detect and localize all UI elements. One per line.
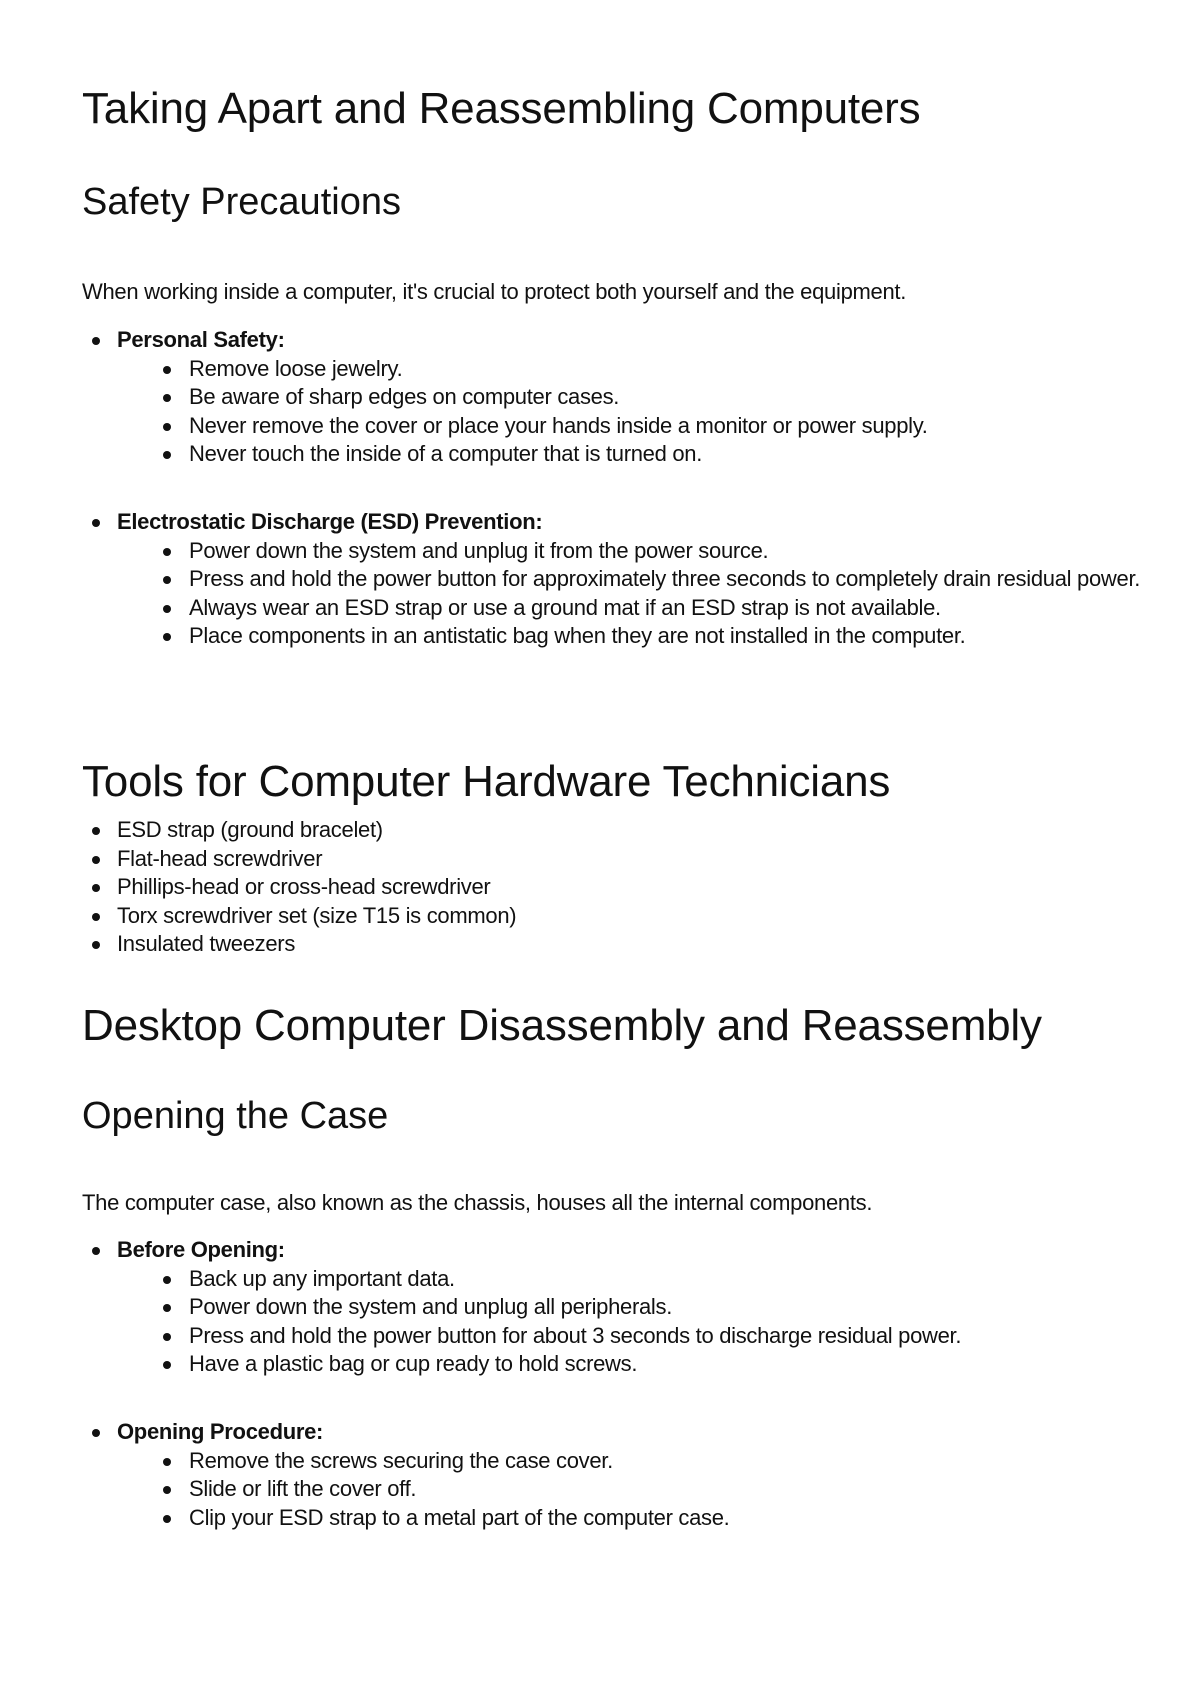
list-item — [117, 537, 1189, 566]
list-item — [117, 1322, 961, 1351]
list-item-text: Phillips-head or cross-head screwdriver — [117, 874, 491, 899]
list-item — [82, 845, 516, 874]
list-item — [82, 326, 928, 469]
bullet-icon — [92, 856, 100, 864]
sublist — [117, 537, 1189, 651]
section-heading-tools: Tools for Computer Hardware Technicians — [82, 757, 891, 806]
list-item-text: Have a plastic bag or cup ready to hold screws. — [189, 1351, 638, 1376]
safety-intro: When working inside a computer, it's crucial to protect both yourself and the equipment. — [82, 279, 907, 304]
list-item-text: Flat-head screwdriver — [117, 845, 323, 871]
opening-intro: The computer case, also known as the chassis, houses all the internal components. — [82, 1190, 873, 1215]
list-item-text: Back up any important data. — [189, 1265, 455, 1291]
bullet-icon — [163, 1361, 171, 1369]
list-item — [82, 1236, 961, 1379]
bullet-icon — [163, 1276, 171, 1284]
bullet-icon — [163, 423, 171, 431]
list-item — [117, 565, 1189, 594]
group-label-before-opening: Before Opening: — [117, 1237, 285, 1262]
list-item-text: Place components in an antistatic bag when they are not installed in the computer. — [189, 623, 966, 648]
tools-list — [82, 816, 516, 959]
list-item — [117, 1350, 961, 1379]
group-label-personal-safety: Personal Safety: — [117, 327, 285, 352]
list-item-text: Power down the system and unplug it from the power source. — [189, 537, 769, 563]
bullet-icon — [92, 1429, 100, 1437]
list-item — [117, 1447, 730, 1476]
bullet-icon — [163, 548, 171, 556]
bullet-icon — [92, 884, 100, 892]
bullet-icon — [163, 394, 171, 402]
list-item — [117, 594, 1189, 623]
bullet-icon — [92, 827, 100, 835]
list-item-text: Press and hold the power button for about 3 seconds to discharge residual power. — [189, 1322, 962, 1348]
list-item-text: Remove the screws securing the case cover. — [189, 1447, 613, 1473]
list-item-text: Press and hold the power button for approximately three seconds to completely drain residual power. — [189, 566, 1141, 591]
list-item-text: Always wear an ESD strap or use a ground mat if an ESD strap is not available. — [189, 594, 941, 620]
list-item — [117, 622, 1189, 651]
bullet-icon — [163, 633, 171, 641]
list-item — [117, 1265, 961, 1294]
list-item-text: ESD strap (ground bracelet) — [117, 817, 383, 842]
list-item-text: Never touch the inside of a computer that is turned on. — [189, 441, 703, 466]
list-item — [117, 1475, 730, 1504]
bullet-icon — [163, 1458, 171, 1466]
bullet-icon — [163, 576, 171, 584]
list-item — [117, 1293, 961, 1322]
group-label-opening-procedure: Opening Procedure: — [117, 1419, 324, 1444]
bullet-icon — [163, 366, 171, 374]
bullet-icon — [92, 913, 100, 921]
list-item — [117, 440, 928, 469]
bullet-icon — [92, 519, 100, 527]
bullet-icon — [163, 605, 171, 613]
list-item-text: Power down the system and unplug all peripherals. — [189, 1294, 673, 1319]
bullet-icon — [163, 451, 171, 459]
bullet-icon — [92, 941, 100, 949]
list-item-text: Slide or lift the cover off. — [189, 1476, 417, 1501]
sublist — [117, 355, 928, 469]
subsection-heading-opening: Opening the Case — [82, 1095, 389, 1137]
bullet-icon — [92, 337, 100, 345]
list-item — [82, 1418, 730, 1532]
list-item-text: Be aware of sharp edges on computer cases. — [189, 384, 620, 409]
list-item-text: Remove loose jewelry. — [189, 355, 403, 381]
list-item-text: Never remove the cover or place your hands inside a monitor or power supply. — [189, 412, 928, 438]
document-title: Taking Apart and Reassembling Computers — [82, 84, 921, 133]
list-item — [117, 383, 928, 412]
group-label-esd-prevention: Electrostatic Discharge (ESD) Prevention: — [117, 509, 543, 534]
list-item — [82, 816, 516, 845]
section-heading-safety: Safety Precautions — [82, 181, 401, 223]
safety-list-personal — [82, 326, 928, 469]
list-item-text: Torx screwdriver set (size T15 is common) — [117, 902, 517, 928]
sublist — [117, 1447, 730, 1533]
list-item — [117, 355, 928, 384]
bullet-icon — [92, 1247, 100, 1255]
bullet-icon — [163, 1515, 171, 1523]
list-item — [117, 412, 928, 441]
safety-list-esd — [82, 508, 1189, 651]
section-heading-desktop: Desktop Computer Disassembly and Reassembly — [82, 1001, 1042, 1050]
list-item — [82, 930, 516, 959]
opening-list-before — [82, 1236, 961, 1379]
sublist — [117, 1265, 961, 1379]
list-item — [82, 902, 516, 931]
bullet-icon — [163, 1304, 171, 1312]
list-item-text: Insulated tweezers — [117, 931, 296, 956]
list-item — [82, 873, 516, 902]
list-item-text: Clip your ESD strap to a metal part of the computer case. — [189, 1504, 730, 1530]
opening-list-procedure — [82, 1418, 730, 1532]
bullet-icon — [163, 1486, 171, 1494]
list-item — [117, 1504, 730, 1533]
bullet-icon — [163, 1333, 171, 1341]
list-item — [82, 508, 1189, 651]
